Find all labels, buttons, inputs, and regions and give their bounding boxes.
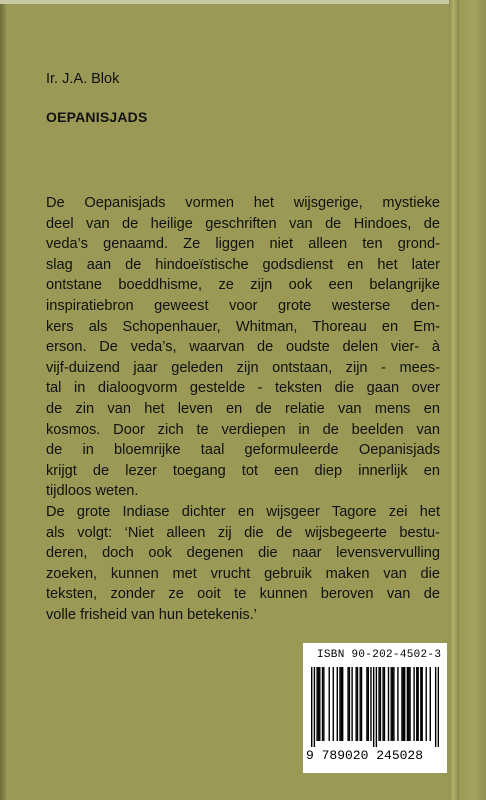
barcode-bar bbox=[380, 667, 381, 741]
blurb-text bbox=[46, 193, 440, 625]
barcode-bar bbox=[357, 667, 358, 741]
top-edge bbox=[0, 0, 486, 4]
barcode-bar bbox=[366, 667, 367, 741]
barcode-bar bbox=[413, 667, 414, 741]
barcode-bar bbox=[426, 667, 427, 741]
barcode-bar bbox=[329, 667, 330, 741]
isbn-number: ISBN 90-202-4502-3 bbox=[317, 649, 442, 661]
barcode-bar bbox=[360, 667, 361, 741]
barcode-bar bbox=[361, 667, 362, 741]
barcode-bar bbox=[384, 667, 385, 741]
blurb-paragraph-1: De Oepanisjads vormen het wijsgerige, mystieke deel van de heilige geschriften van de Hindoes, de veda’s genaamd. Ze liggen niet alleen ten grond- slag aan de hindoeïstische godsdienst en het later ontstane boeddhisme, ze zijn ook een belangrijke inspiratiebron geweest voor grote westerse den- kers als Schopenhauer, Whitman, Thoreau en Em- erson. De veda’s, waarvan de oudste delen vier- à vijf-duizend jaar geleden zijn ontstaan, zijn - mees- tal in dialoogvorm gestelde - teksten die gaan over de zin van het leven en de relatie van mens en kosmos. Door zich te verdiepen in de beelden van de in bloemrijke taal geformuleerde Oepanisjads krijgt de lezer toegang tot een diep innerlijk en tijdloos weten. bbox=[46, 195, 440, 500]
book-title: OEPANISJADS bbox=[46, 109, 148, 125]
barcode-bar bbox=[382, 667, 383, 741]
barcode-bar bbox=[349, 667, 350, 741]
barcode-bar bbox=[393, 667, 394, 741]
barcode-bar bbox=[373, 667, 374, 747]
barcode-bar bbox=[420, 667, 421, 741]
barcode-bar bbox=[311, 667, 312, 747]
barcode-bar bbox=[392, 667, 393, 741]
barcode-bar bbox=[430, 667, 431, 741]
barcode-bar bbox=[435, 667, 436, 747]
barcode-bar bbox=[378, 667, 379, 741]
barcode-bar bbox=[408, 667, 409, 741]
author-name: Ir. J.A. Blok bbox=[46, 71, 120, 87]
barcode-bar bbox=[376, 667, 377, 747]
barcode bbox=[311, 667, 439, 747]
barcode-bar bbox=[347, 667, 348, 741]
barcode-bar bbox=[370, 667, 371, 741]
barcode-bar bbox=[337, 667, 338, 741]
barcode-bar bbox=[390, 667, 391, 741]
barcode-bar bbox=[351, 667, 352, 741]
cover-hinge bbox=[449, 0, 459, 800]
barcode-bar bbox=[322, 667, 323, 741]
barcode-bar bbox=[316, 667, 317, 741]
barcode-bar bbox=[355, 667, 356, 741]
barcode-bar bbox=[333, 667, 334, 741]
cover-edge bbox=[459, 0, 486, 800]
barcode-bar bbox=[403, 667, 404, 741]
barcode-bar bbox=[342, 667, 343, 741]
barcode-bar bbox=[388, 667, 389, 741]
barcode-bar bbox=[314, 667, 315, 747]
barcode-bar bbox=[318, 667, 319, 741]
barcode-bar bbox=[368, 667, 369, 741]
barcode-bar bbox=[417, 667, 418, 741]
spine-shadow bbox=[0, 0, 6, 800]
barcode-bar bbox=[404, 667, 405, 741]
barcode-bar bbox=[319, 667, 320, 741]
barcode-bar bbox=[397, 667, 398, 741]
barcode-bar bbox=[409, 667, 410, 741]
ean-digits: 9 789020 245028 bbox=[306, 748, 424, 763]
barcode-bar bbox=[407, 667, 408, 741]
barcode-label bbox=[303, 643, 447, 773]
blurb-paragraph-2: De grote Indiase dichter en wijsgeer Tagore zei het als volgt: ‘Niet alleen zij die de wijsbegeerte bestu- deren, doch ook degenen die naar levensvervulling zoeken, kunnen met vrucht gebruik maken van die teksten, zonder ze ooit te kunnen beroven van de volle frisheid van hun betekenis.’ bbox=[46, 503, 440, 623]
barcode-bar bbox=[416, 667, 417, 741]
barcode-bar bbox=[341, 667, 342, 741]
barcode-bar bbox=[438, 667, 439, 747]
barcode-bar bbox=[401, 667, 402, 741]
barcode-bar bbox=[323, 667, 324, 741]
barcode-bar bbox=[421, 667, 422, 741]
barcode-bar bbox=[339, 667, 340, 741]
